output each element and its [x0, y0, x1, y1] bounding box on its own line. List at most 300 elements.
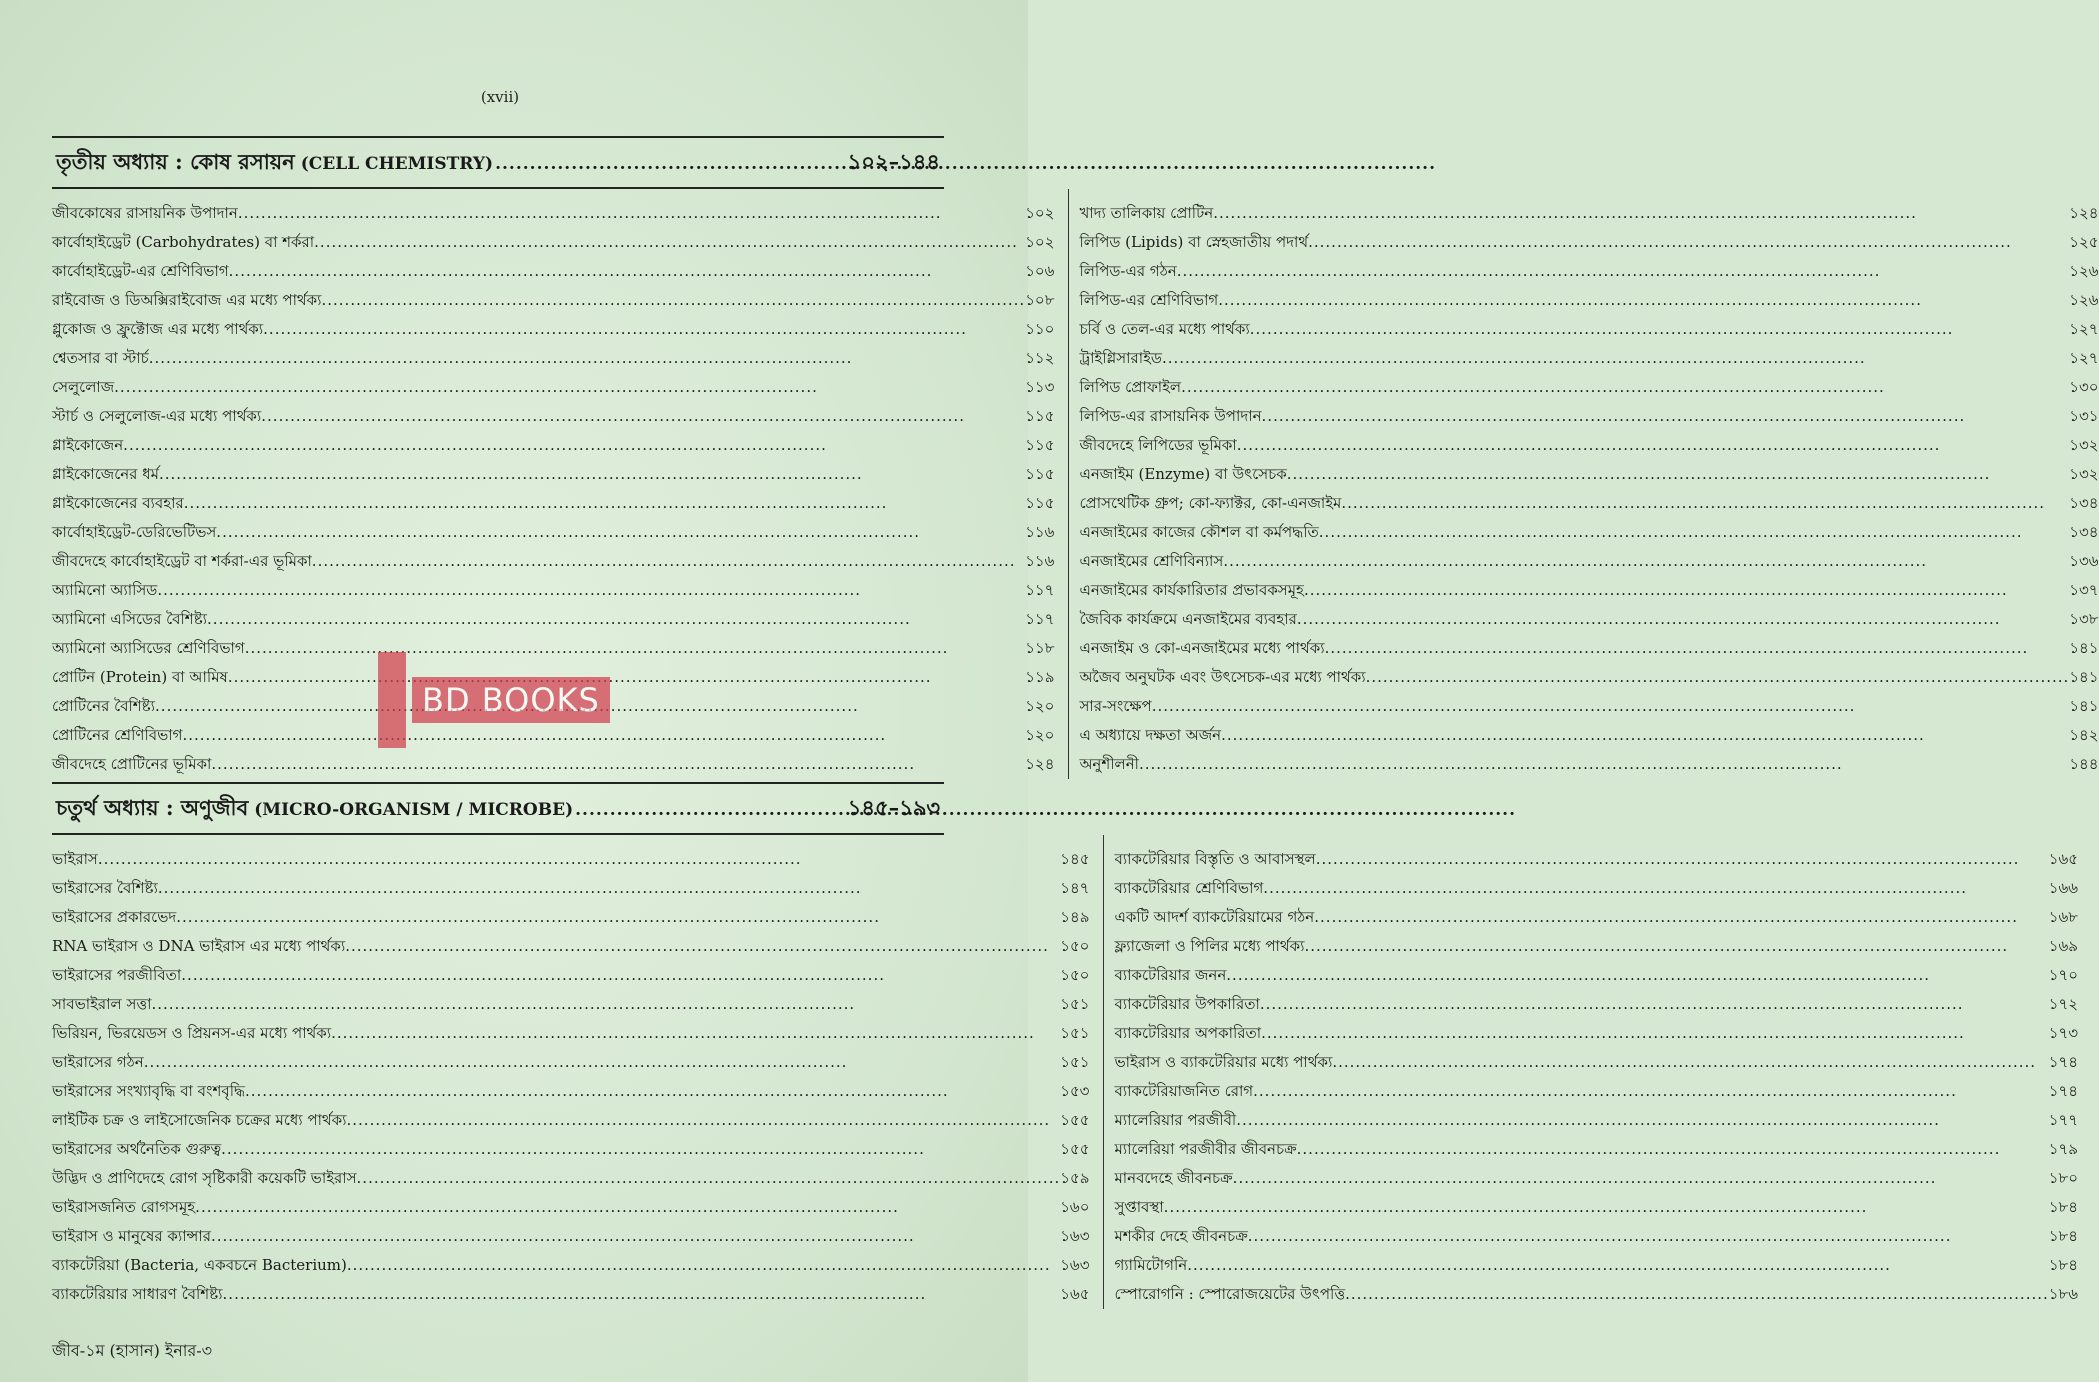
toc-entry-title: কার্বোহাইড্রেট (Carbohydrates) বা শর্করা — [52, 233, 315, 251]
toc-entry — [1079, 315, 2098, 344]
toc-entry-title: সুপ্তাবস্থা — [1114, 1198, 1164, 1216]
leader-dots — [1297, 1135, 2049, 1164]
toc-entry-page: ১১৫ — [1025, 494, 1055, 512]
leader-dots — [245, 1077, 1060, 1106]
toc-entry-title: এনজাইম ও কো-এনজাইমের মধ্যে পার্থক্য — [1079, 639, 1325, 657]
toc-entry — [52, 874, 1089, 903]
leader-dots — [176, 903, 1060, 932]
leader-dots — [1223, 547, 2069, 576]
toc-entry — [1114, 1019, 2078, 1048]
toc-entry-title: ম্যালেরিয়ার পরজীবী — [1114, 1111, 1237, 1129]
toc-entry-page: ১১৯ — [1025, 668, 1055, 686]
toc-entry-title: ভিরিয়ন, ভিরয়েডস ও প্রিয়নস-এর মধ্যে পার্থক্য — [52, 1024, 332, 1042]
toc-entry — [1114, 1251, 2078, 1280]
toc-entry-title: লিপিড-এর শ্রেণিবিভাগ — [1079, 291, 1219, 309]
toc-entry — [1079, 199, 2098, 228]
toc-entry-page: ১১৫ — [1025, 436, 1055, 454]
toc-entry — [52, 257, 1054, 286]
toc-entry-page: ১৭৪ — [2048, 1082, 2079, 1100]
toc-entry-page: ১১৫ — [1025, 407, 1055, 425]
leader-dots — [495, 154, 846, 174]
toc-entry-page: ১৮৪ — [2048, 1198, 2079, 1216]
toc-entry — [52, 315, 1054, 344]
leader-dots — [1314, 903, 2049, 932]
toc-entry — [1114, 1193, 2078, 1222]
toc-entry-title: ভাইরাসজনিত রোগসমূহ — [52, 1198, 196, 1216]
toc-entry-page: ১৬৮ — [2048, 908, 2079, 926]
leader-dots — [1221, 721, 2069, 750]
toc-entry-title: জীবদেহে লিপিডের ভূমিকা — [1079, 436, 1237, 454]
leader-dots — [1263, 874, 2048, 903]
watermark-logo — [378, 652, 610, 748]
toc-entry — [52, 373, 1054, 402]
toc-entry-title: স্পোরোগনি : স্পোরোজয়েটের উৎপত্তি — [1114, 1285, 1346, 1303]
toc-entry-page: ১৪৫ — [1060, 850, 1090, 868]
leader-dots — [1260, 990, 2049, 1019]
toc-entry — [1114, 1280, 2078, 1309]
leader-dots — [1236, 1106, 2049, 1135]
leader-dots — [184, 489, 1026, 518]
toc-entry — [1079, 634, 2098, 663]
leader-dots — [1319, 518, 2070, 547]
toc-entry-title: মশকীর দেহে জীবনচক্র — [1114, 1227, 1248, 1245]
toc-entry — [52, 1222, 1089, 1251]
leader-dots — [1332, 1048, 2048, 1077]
toc-entry-title: জৈবিক কার্যক্রমে এনজাইমের ব্যবহার — [1079, 610, 1297, 628]
toc-entry-page: ১৭৭ — [2048, 1111, 2079, 1129]
toc-entry-page: ১১৬ — [1025, 523, 1055, 541]
toc-entry-page: ১৮৪ — [2048, 1227, 2079, 1245]
toc-entry-page: ১৫১ — [1060, 1053, 1090, 1071]
chapter-title: তৃতীয় অধ্যায় : কোষ রসায়ন — [56, 149, 295, 174]
toc-entry-title: চর্বি ও তেল-এর মধ্যে পার্থক্য — [1079, 320, 1250, 338]
toc-entry — [52, 1280, 1089, 1309]
leader-dots — [357, 1164, 1061, 1193]
toc-entry-title: কার্বোহাইড্রেট-ডেরিভেটিভস — [52, 523, 217, 541]
toc-entry — [1079, 750, 2098, 779]
toc-entry-page: ১৪১ — [2069, 668, 2099, 686]
toc-entry-title: প্রোটিনের শ্রেণিবিভাগ — [52, 726, 183, 744]
toc-entry-title: গ্লাইকোজেনের ব্যবহার — [52, 494, 184, 512]
toc-entry-title: গ্যামিটোগনি — [1114, 1256, 1188, 1274]
toc-entry — [52, 990, 1089, 1019]
toc-entry-title: গ্লুকোজ ও ফ্রুক্টোজ এর মধ্যে পার্থক্য — [52, 320, 264, 338]
toc-entry-title: জীবদেহে কার্বোহাইড্রেট বা শর্করা-এর ভূমিকা — [52, 552, 312, 570]
toc-entry — [52, 1077, 1089, 1106]
toc-left-column — [52, 835, 1103, 1309]
toc-entry-page: ১৮৬ — [2048, 1285, 2079, 1303]
book-icon — [378, 652, 406, 748]
leader-dots — [1253, 1077, 2049, 1106]
toc-entry-title: প্রোসথেটিক গ্রুপ; কো-ফ্যাক্টর, কো-এনজাইম — [1079, 494, 1342, 512]
toc-entry — [1114, 990, 2078, 1019]
toc-entry — [1079, 228, 2098, 257]
toc-entry-page: ১৩৮ — [2069, 610, 2099, 628]
leader-dots — [314, 228, 1025, 257]
toc-entry — [52, 489, 1054, 518]
toc-entry-page: ১৩২ — [2069, 436, 2099, 454]
leader-dots — [1139, 750, 2069, 779]
leader-dots — [1345, 1280, 2049, 1309]
toc-entry-title: লিপিড-এর গঠন — [1079, 262, 1177, 280]
toc-entry — [52, 228, 1054, 257]
toc-entry — [1114, 932, 2078, 961]
toc-entry-page: ১৩৪ — [2069, 494, 2099, 512]
leader-dots — [1262, 402, 2070, 431]
toc-entry — [1114, 903, 2078, 932]
toc-entry-page: ১২৬ — [2069, 291, 2099, 309]
toc-entry-page: ১১৭ — [1025, 610, 1055, 628]
toc-entry — [1114, 1048, 2078, 1077]
toc-entry-title: এনজাইম (Enzyme) বা উৎসেচক — [1079, 465, 1287, 483]
toc-entry-page: ১৩৪ — [2069, 523, 2099, 541]
toc-entry-page: ১৮০ — [2048, 1169, 2079, 1187]
toc-entry-page: ১৩১ — [2069, 407, 2099, 425]
toc-entry — [1114, 1106, 2078, 1135]
toc-entry — [1079, 605, 2098, 634]
toc-entry — [52, 199, 1054, 228]
toc-entry-title: RNA ভাইরাস ও DNA ভাইরাস এর মধ্যে পার্থক্য — [52, 937, 346, 955]
toc-entry-title: ভাইরাস ও মানুষের ক্যান্সার — [52, 1227, 211, 1245]
toc-entry — [52, 845, 1089, 874]
leader-dots — [1341, 489, 2069, 518]
toc-entry — [1079, 344, 2098, 373]
leader-dots — [1233, 1164, 2049, 1193]
toc-entry-page: ১১৩ — [1025, 378, 1055, 396]
toc-entry — [1079, 373, 2098, 402]
toc-entry-page: ১৬০ — [1060, 1198, 1090, 1216]
toc-entry-title: লিপিড-এর রাসায়নিক উপাদান — [1079, 407, 1262, 425]
leader-dots — [151, 990, 1060, 1019]
footer-imprint: জীব-১ম (হাসান) ইনার-৩ — [52, 1341, 213, 1360]
toc-entry — [52, 286, 1054, 315]
leader-dots — [1164, 1193, 2049, 1222]
toc-entry-page: ১০২ — [1025, 233, 1055, 251]
toc-entry-title: ম্যালেরিয়া পরজীবীর জীবনচক্র — [1114, 1140, 1297, 1158]
leader-dots — [1248, 1222, 2049, 1251]
toc-entry-title: জীবদেহে প্রোটিনের ভূমিকা — [52, 755, 212, 773]
toc-entry-title: খাদ্য তালিকায় প্রোটিন — [1079, 204, 1214, 222]
leader-dots — [1250, 315, 2070, 344]
toc-entry — [1114, 845, 2078, 874]
leader-dots — [98, 845, 1060, 874]
leader-dots — [331, 1019, 1060, 1048]
toc-entry — [1079, 721, 2098, 750]
toc-entry-page: ১২৫ — [2069, 233, 2099, 251]
leader-dots — [347, 1251, 1060, 1280]
leader-dots — [223, 1280, 1061, 1309]
toc-entry-page: ১৫১ — [1060, 1024, 1090, 1042]
toc-entry-page: ১৫৩ — [1060, 1082, 1090, 1100]
toc-entry-title: উদ্ভিদ ও প্রাণিদেহে রোগ সৃষ্টিকারী কয়েকটি ভাইরাস — [52, 1169, 357, 1187]
toc-entry-title: ব্যাকটেরিয়ার জনন — [1114, 966, 1227, 984]
toc-entry-page: ১৫০ — [1060, 966, 1090, 984]
toc-entry-title: অনুশীলনী — [1079, 755, 1139, 773]
toc-entry — [52, 576, 1054, 605]
toc-entry-page: ১৬৬ — [2048, 879, 2079, 897]
toc-entry-title: লিপিড (Lipids) বা স্নেহজাতীয় পদার্থ — [1079, 233, 1309, 251]
toc-entry-title: সার-সংক্ষেপ — [1079, 697, 1152, 715]
toc-entry-page: ১৭৯ — [2048, 1140, 2079, 1158]
page-number: (xvii) — [480, 88, 520, 106]
leader-dots — [575, 800, 846, 820]
toc-columns — [52, 835, 2079, 1309]
toc-entry-page: ১১৮ — [1025, 639, 1055, 657]
toc-entry-page: ১৭২ — [2048, 995, 2079, 1013]
toc-entry — [52, 1106, 1089, 1135]
toc-entry-page: ১৬৫ — [2048, 850, 2079, 868]
toc-entry-page: ১১৫ — [1025, 465, 1055, 483]
toc-entry-page: ১১০ — [1025, 320, 1055, 338]
toc-entry-title: এনজাইমের শ্রেণিবিন্যাস — [1079, 552, 1224, 570]
toc-entry — [52, 431, 1054, 460]
toc-entry-page: ১৩৬ — [2069, 552, 2099, 570]
toc-entry-page: ১৩০ — [2069, 378, 2099, 396]
leader-dots — [1325, 634, 2070, 663]
toc-entry-page: ১০২ — [1025, 204, 1055, 222]
toc-entry — [1079, 257, 2098, 286]
toc-entry-title: ভাইরাস ও ব্যাকটেরিয়ার মধ্যে পার্থক্য — [1114, 1053, 1333, 1071]
toc-entry-title: ব্যাকটেরিয়াজনিত রোগ — [1114, 1082, 1254, 1100]
toc-entry-title: ব্যাকটেরিয়ার বিস্তৃতি ও আবাসস্থল — [1114, 850, 1316, 868]
toc-entry-page: ১৪১ — [2069, 697, 2099, 715]
toc-entry-page: ১০৮ — [1025, 291, 1055, 309]
chapter-title: চতুর্থ অধ্যায় : অণুজীব — [56, 795, 249, 820]
toc-entry-page: ১৫০ — [1060, 937, 1090, 955]
toc-entry — [1114, 1222, 2078, 1251]
toc-entry-page: ১৫১ — [1060, 995, 1090, 1013]
toc-entry — [1079, 576, 2098, 605]
leader-dots — [1181, 373, 2069, 402]
leader-dots — [228, 663, 1025, 692]
toc-entry-page: ১৬৩ — [1060, 1256, 1090, 1274]
leader-dots — [1366, 663, 2070, 692]
toc-entry — [52, 903, 1089, 932]
toc-entry — [52, 402, 1054, 431]
toc-entry — [52, 1135, 1089, 1164]
toc-entry — [1114, 961, 2078, 990]
leader-dots — [1152, 692, 2070, 721]
toc-entry-page: ১৫৫ — [1060, 1111, 1090, 1129]
toc-entry-title: প্রোটিন (Protein) বা আমিষ — [52, 668, 228, 686]
toc-entry-title: রাইবোজ ও ডিঅক্সিরাইবোজ এর মধ্যে পার্থক্য — [52, 291, 322, 309]
toc-entry — [1079, 518, 2098, 547]
leader-dots — [211, 750, 1025, 779]
leader-dots — [123, 431, 1025, 460]
leader-dots — [261, 402, 1025, 431]
leader-dots — [229, 257, 1026, 286]
leader-dots — [1237, 431, 2070, 460]
toc-entry-title: অ্যামিনো অ্যাসিড — [52, 581, 158, 599]
toc-entry-title: অ্যামিনো অ্যাসিডের শ্রেণিবিভাগ — [52, 639, 245, 657]
leader-dots — [211, 1222, 1060, 1251]
toc-entry-title: লিপিড প্রোফাইল — [1079, 378, 1182, 396]
leader-dots — [1316, 845, 2049, 874]
toc-entry-page: ১১৭ — [1025, 581, 1055, 599]
toc-entry-title: ব্যাকটেরিয়ার উপকারিতা — [1114, 995, 1260, 1013]
toc-entry-page: ১২৭ — [2069, 349, 2099, 367]
toc-entry-title: ব্যাকটেরিয়ার অপকারিতা — [1114, 1024, 1262, 1042]
leader-dots — [207, 605, 1025, 634]
leader-dots — [144, 1048, 1061, 1077]
toc-entry-title: মানবদেহে জীবনচক্র — [1114, 1169, 1233, 1187]
toc-entry-title: অ্যামিনো এসিডের বৈশিষ্ট্য — [52, 610, 208, 628]
toc-entry-page: ১৪৪ — [2069, 755, 2099, 773]
chapter-4-section — [52, 782, 2079, 1309]
leader-dots — [345, 932, 1060, 961]
leader-dots — [1162, 344, 2069, 373]
toc-entry-title: ভাইরাসের গঠন — [52, 1053, 144, 1071]
toc-entry — [1114, 874, 2078, 903]
leader-dots — [1308, 228, 2069, 257]
leader-dots — [263, 315, 1025, 344]
toc-entry-title: ব্যাকটেরিয়া (Bacteria, একবচনে Bacterium) — [52, 1256, 347, 1274]
toc-entry-title: সাবভাইরাল সত্তা — [52, 995, 152, 1013]
toc-entry — [52, 750, 1054, 779]
toc-right-column — [1103, 835, 2078, 1309]
toc-entry-page: ১০৬ — [1025, 262, 1055, 280]
toc-entry — [52, 547, 1054, 576]
toc-entry-title: এ অধ্যায়ে দক্ষতা অর্জন — [1079, 726, 1222, 744]
toc-entry-title: ভাইরাসের অর্থনৈতিক গুরুত্ব — [52, 1140, 222, 1158]
toc-entry-page: ১৮৪ — [2048, 1256, 2079, 1274]
watermark-text: BD BOOKS — [412, 677, 610, 723]
toc-entry — [1079, 402, 2098, 431]
chapter-title-english: (MICRO-ORGANISM / MICROBE) — [254, 800, 574, 820]
leader-dots — [159, 460, 1025, 489]
toc-entry-page: ১৩২ — [2069, 465, 2099, 483]
toc-entry — [52, 605, 1054, 634]
toc-entry-page: ১৬৫ — [1060, 1285, 1090, 1303]
toc-entry-page: ১৭৪ — [2048, 1053, 2079, 1071]
leader-dots — [1304, 932, 2048, 961]
toc-entry-page: ১২০ — [1025, 726, 1055, 744]
toc-entry-page: ১১২ — [1025, 349, 1055, 367]
toc-entry — [52, 1251, 1089, 1280]
leader-dots — [181, 961, 1060, 990]
chapter-page-range: ১৪৫–১৯৩ — [847, 795, 940, 820]
toc-entry-title: একটি আদর্শ ব্যাকটেরিয়ামের গঠন — [1114, 908, 1315, 926]
toc-entry-title: ভাইরাসের পরজীবিতা — [52, 966, 182, 984]
toc-entry-page: ১২৬ — [2069, 262, 2099, 280]
chapter-page-range: ১০২–১৪৪ — [847, 149, 940, 174]
toc-entry-title: গ্লাইকোজেনের ধর্ম — [52, 465, 159, 483]
leader-dots — [347, 1106, 1061, 1135]
toc-entry-page: ১৪৭ — [1060, 879, 1090, 897]
toc-entry-page: ১৪৯ — [1060, 908, 1090, 926]
toc-entry-page: ১৭৩ — [2048, 1024, 2079, 1042]
toc-entry-page: ১৪২ — [2069, 726, 2099, 744]
toc-entry — [1079, 692, 2098, 721]
toc-entry-page: ১৪১ — [2069, 639, 2099, 657]
toc-entry-title: ভাইরাসের বৈশিষ্ট্য — [52, 879, 158, 897]
toc-entry — [1114, 1077, 2078, 1106]
toc-entry-page: ১২০ — [1025, 697, 1055, 715]
toc-entry-page: ১১৬ — [1025, 552, 1055, 570]
toc-entry — [1114, 1164, 2078, 1193]
toc-entry — [52, 961, 1089, 990]
toc-entry-title: ভাইরাসের প্রকারভেদ — [52, 908, 177, 926]
toc-entry-page: ১৩৭ — [2069, 581, 2099, 599]
toc-entry — [52, 932, 1089, 961]
toc-right-column — [1068, 189, 2098, 779]
toc-entry-page: ১৫৯ — [1060, 1169, 1090, 1187]
leader-dots — [195, 1193, 1060, 1222]
toc-entry-page: ১৭০ — [2048, 966, 2079, 984]
leader-dots — [245, 634, 1026, 663]
toc-entry-title: কার্বোহাইড্রেট-এর শ্রেণিবিভাগ — [52, 262, 229, 280]
toc-entry — [52, 344, 1054, 373]
toc-entry-title: ভাইরাস — [52, 850, 98, 868]
toc-entry-title: এনজাইমের কাজের কৌশল বা কর্মপদ্ধতি — [1079, 523, 1319, 541]
leader-dots — [216, 518, 1025, 547]
toc-entry-page: ১২৭ — [2069, 320, 2099, 338]
chapter-title-english: (CELL CHEMISTRY) — [300, 154, 494, 174]
toc-entry-title: ফ্ল্যাজেলা ও পিলির মধ্যে পার্থক্য — [1114, 937, 1305, 955]
leader-dots — [1287, 460, 2070, 489]
toc-entry-title: ট্রাইগ্লিসারাইড — [1079, 349, 1162, 367]
leader-dots — [1261, 1019, 2049, 1048]
toc-entry — [52, 1164, 1089, 1193]
toc-entry — [1079, 547, 2098, 576]
leader-dots — [221, 1135, 1060, 1164]
toc-entry — [52, 1193, 1089, 1222]
toc-entry-title: সেলুলোজ — [52, 378, 115, 396]
toc-entry-title: ব্যাকটেরিয়ার সাধারণ বৈশিষ্ট্য — [52, 1285, 223, 1303]
toc-entry — [52, 460, 1054, 489]
leader-dots — [1177, 257, 2070, 286]
toc-entry-page: ১৫৫ — [1060, 1140, 1090, 1158]
toc-entry-title: জীবকোষের রাসায়নিক উপাদান — [52, 204, 238, 222]
toc-entry-title: লাইটিক চক্র ও লাইসোজেনিক চক্রের মধ্যে পার্থক্য — [52, 1111, 347, 1129]
toc-entry — [1079, 286, 2098, 315]
toc-entry-page: ১৬৩ — [1060, 1227, 1090, 1245]
leader-dots — [1297, 605, 2069, 634]
toc-entry-title: শ্বেতসার বা স্টার্চ — [52, 349, 149, 367]
toc-entry — [1114, 1135, 2078, 1164]
toc-entry-title: স্টার্চ ও সেলুলোজ-এর মধ্যে পার্থক্য — [52, 407, 262, 425]
toc-entry-page: ১২৪ — [2069, 204, 2099, 222]
leader-dots — [1187, 1251, 2049, 1280]
toc-entry — [1079, 489, 2098, 518]
toc-entry-title: অজৈব অনুঘটক এবং উৎসেচক-এর মধ্যে পার্থক্য — [1079, 668, 1366, 686]
leader-dots — [312, 547, 1025, 576]
chapter-header — [52, 136, 944, 189]
toc-entry — [52, 1019, 1089, 1048]
toc-entry — [52, 1048, 1089, 1077]
toc-entry-title: প্রোটিনের বৈশিষ্ট্য — [52, 697, 156, 715]
leader-dots — [238, 199, 1025, 228]
leader-dots — [1213, 199, 2069, 228]
leader-dots — [114, 373, 1025, 402]
toc-entry-page: ১৬৯ — [2048, 937, 2079, 955]
toc-entry-page: ১২৪ — [1025, 755, 1055, 773]
toc-entry — [1079, 460, 2098, 489]
toc-entry — [52, 518, 1054, 547]
toc-entry-title: ব্যাকটেরিয়ার শ্রেণিবিভাগ — [1114, 879, 1264, 897]
toc-entry-title: ভাইরাসের সংখ্যাবৃদ্ধি বা বংশবৃদ্ধি — [52, 1082, 245, 1100]
leader-dots — [1304, 576, 2069, 605]
toc-entry — [1079, 663, 2098, 692]
leader-dots — [157, 576, 1025, 605]
leader-dots — [158, 874, 1060, 903]
leader-dots — [1218, 286, 2069, 315]
leader-dots — [321, 286, 1025, 315]
leader-dots — [149, 344, 1025, 373]
toc-entry — [1079, 431, 2098, 460]
toc-entry-title: গ্লাইকোজেন — [52, 436, 124, 454]
toc-entry-title: এনজাইমের কার্যকারিতার প্রভাবকসমূহ — [1079, 581, 1304, 599]
